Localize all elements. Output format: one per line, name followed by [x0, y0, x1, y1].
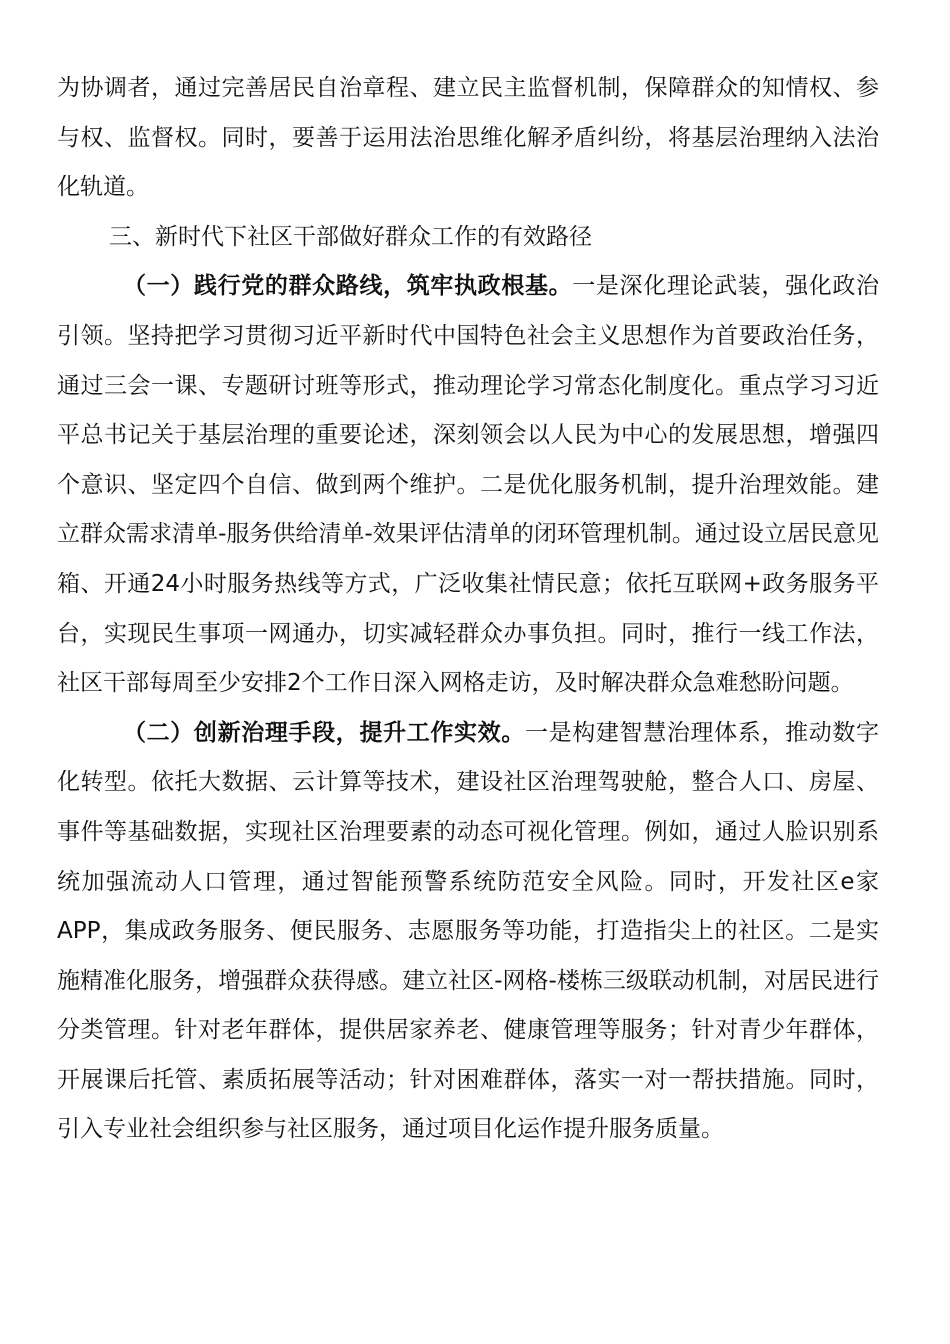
paragraph-subsection-1: [57, 262, 879, 708]
paragraph-text: 为协调者，通过完善居民自治章程、建立民主监督机制，保障群众的知情权、参与权、监督权。同时，要善于运用法治思维化解矛盾纠纷，将基层治理纳入法治化轨道。: [57, 75, 879, 201]
document-body: [57, 64, 879, 1155]
subsection-2-heading: （二）创新治理手段，提升工作实效。: [123, 719, 525, 746]
subsection-1-heading: （一）践行党的群众路线，筑牢执政根基。: [123, 273, 573, 300]
paragraph-continuation: [57, 64, 879, 213]
section-heading: [57, 213, 879, 263]
subsection-1-text: 一是深化理论武装，强化政治引领。坚持把学习贯彻习近平新时代中国特色社会主义思想作为首要政治任务，通过三会一课、专题研讨班等形式，推动理论学习常态化制度化。重点学习习近平总书记关于基层治理的重要论述，深刻领会以人民为中心的发展思想，增强四个意识、坚定四个自信、做到两个维护。二是优化服务机制，提升治理效能。建立群众需求清单-服务供给清单-效果评估清单的闭环管理机制。通过设立居民意见箱、开通24小时服务热线等方式，广泛收集社情民意；依托互联网+政务服务平台，实现民生事项一网通办，切实减轻群众办事负担。同时，推行一线工作法，社区干部每周至少安排2个工作日深入网格走访，及时解决群众急难愁盼问题。: [57, 273, 880, 697]
subsection-2-text: 一是构建智慧治理体系，推动数字化转型。依托大数据、云计算等技术，建设社区治理驾驶舱，整合人口、房屋、事件等基础数据，实现社区治理要素的动态可视化管理。例如，通过人脸识别系统加强流动人口管理，通过智能预警系统防范安全风险。同时，开发社区e家APP，集成政务服务、便民服务、志愿服务等功能，打造指尖上的社区。二是实施精准化服务，增强群众获得感。建立社区-网格-楼栋三级联动机制，对居民进行分类管理。针对老年群体，提供居家养老、健康管理等服务；针对青少年群体，开展课后托管、素质拓展等活动；针对困难群体，落实一对一帮扶措施。同时，引入专业社会组织参与社区服务，通过项目化运作提升服务质量。: [57, 719, 880, 1143]
section-heading-text: 三、新时代下社区干部做好群众工作的有效路径: [109, 223, 592, 250]
paragraph-subsection-2: [57, 709, 879, 1155]
